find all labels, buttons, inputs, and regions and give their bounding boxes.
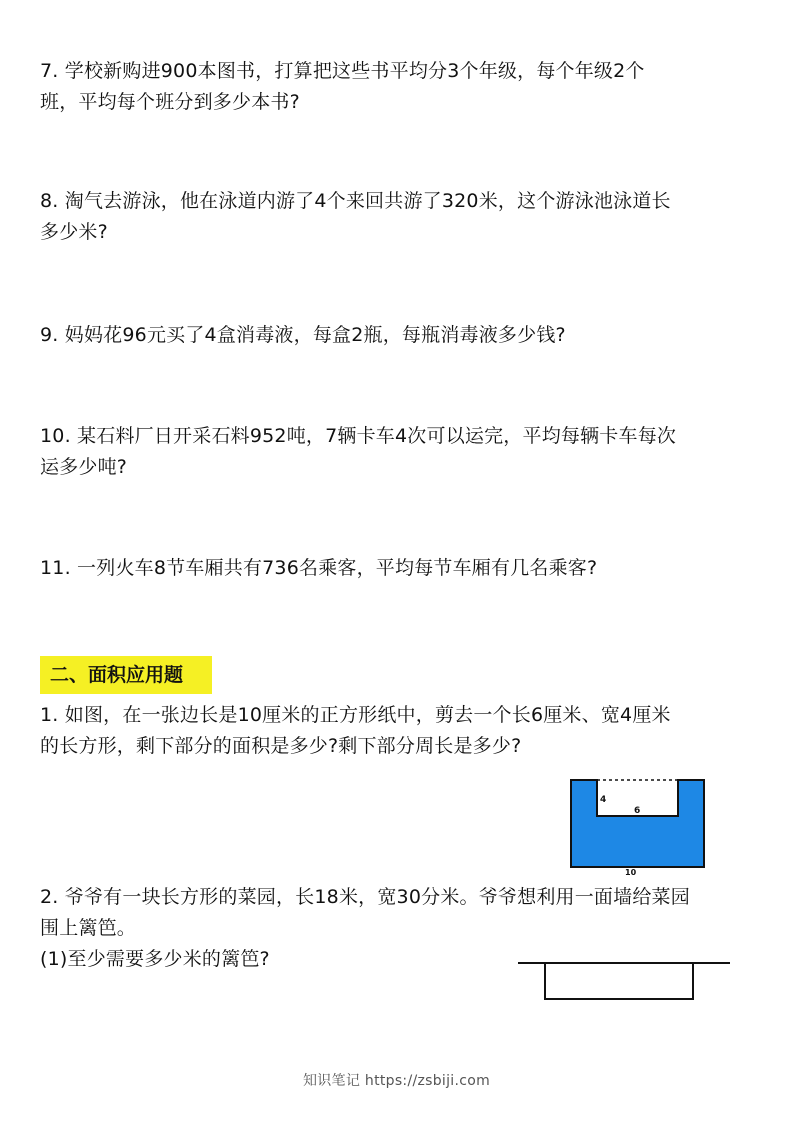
question-text-line: 围上篱笆。: [40, 917, 137, 939]
question-text-line: 多少米?: [40, 221, 108, 243]
question-text-line: 2. 爷爷有一块长方形的菜园，长18米，宽30分米。爷爷想利用一面墙给菜园: [40, 886, 690, 908]
label-bottom: 10: [625, 868, 637, 876]
question-text-line: 运多少吨?: [40, 456, 128, 478]
label-width: 6: [634, 806, 641, 816]
question-text-line: 9. 妈妈花96元买了4盒消毒液，每盒2瓶，每瓶消毒液多少钱?: [40, 324, 566, 346]
question-7: [40, 56, 740, 118]
square-cutout-figure: [568, 776, 708, 876]
footer-source: 知识笔记 https://zsbiji.com: [302, 1073, 491, 1089]
question-9: [40, 320, 740, 351]
garden-wall-figure: [518, 955, 730, 1005]
question-text-line: 10. 某石料厂日开采石料952吨，7辆卡车4次可以运完，平均每辆卡车每次: [40, 425, 677, 447]
area-question-1: [40, 700, 740, 762]
section-heading: 二、面积应用题: [40, 656, 212, 694]
question-text-line: 班，平均每个班分到多少本书?: [40, 91, 300, 113]
question-text-line: 11. 一列火车8节车厢共有736名乘客，平均每节车厢有几名乘客?: [40, 557, 598, 579]
label-height: 4: [600, 795, 607, 805]
question-text-line: 的长方形，剩下部分的面积是多少?剩下部分周长是多少?: [40, 735, 522, 757]
question-text-line: 7. 学校新购进900本图书，打算把这些书平均分3个年级，每个年级2个: [40, 60, 645, 82]
question-11: [40, 553, 740, 584]
question-8: [40, 186, 740, 248]
question-text-line: 8. 淘气去游泳，他在泳道内游了4个来回共游了320米，这个游泳池泳道长: [40, 190, 671, 212]
question-text-line: (1)至少需要多少米的篱笆?: [40, 948, 270, 970]
fence-outline: [545, 963, 693, 999]
question-text-line: 1. 如图，在一张边长是10厘米的正方形纸中，剪去一个长6厘米、宽4厘米: [40, 704, 671, 726]
question-10: [40, 421, 740, 483]
remaining-shape: [571, 780, 704, 867]
